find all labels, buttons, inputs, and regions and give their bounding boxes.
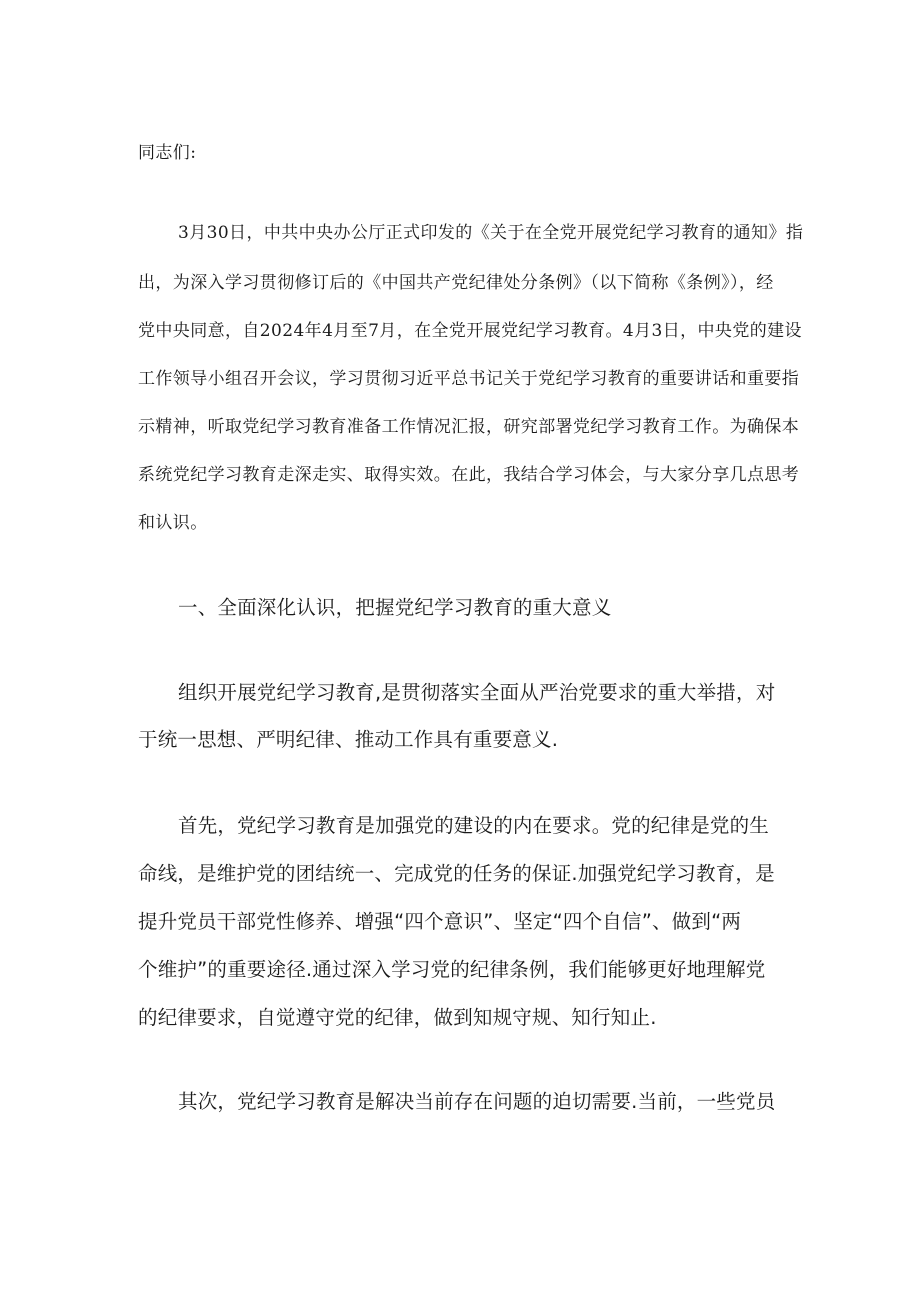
intro-line: 和认识。 [138,513,208,533]
intro-line: 系统党纪学习教育走深走实、取得实效。在此，我结合学习体会，与大家分享几点思考 [138,465,800,485]
intro-line: 党中央同意，自2024年4月至7月，在全党开展党纪学习教育。4月3日，中央党的建设 [138,321,802,341]
section-heading: 一、全面深化认识，把握党纪学习教育的重大意义 [178,596,612,619]
paragraph-line: 组织开展党纪学习教育,是贯彻落实全面从严治党要求的重大举措，对 [178,681,776,704]
intro-line: 示精神，听取党纪学习教育准备工作情况汇报，研究部署党纪学习教育工作。为确保本 [138,417,800,437]
paragraph-line: 首先，党纪学习教育是加强党的建设的内在要求。党的纪律是党的生 [178,814,770,837]
intro-line: 出，为深入学习贯彻修订后的《中国共产党纪律处分条例》（以下简称《条例》），经 [138,273,774,293]
paragraph-line: 于统一思想、严明纪律、推动工作具有重要意义. [138,728,559,751]
paragraph-line: 个维护”的重要途径.通过深入学习党的纪律条例，我们能够更好地理解党 [138,958,766,981]
intro-line: 3月30日，中共中央办公厅正式印发的《关于在全党开展党纪学习教育的通知》指 [178,223,804,243]
paragraph-line: 其次，党纪学习教育是解决当前存在问题的迫切需要.当前，一些党员 [178,1090,776,1113]
paragraph-line: 命线，是维护党的团结统一、完成党的任务的保证.加强党纪学习教育，是 [138,862,775,885]
paragraph-line: 的纪律要求，自觉遵守党的纪律，做到知规守规、知行知止. [138,1006,657,1029]
salutation: 同志们: [138,143,197,163]
paragraph-line: 提升党员干部党性修养、增强“四个意识”、坚定“四个自信”、做到“两 [138,910,742,933]
intro-line: 工作领导小组召开会议，学习贯彻习近平总书记关于党纪学习教育的重要讲话和重要指 [138,369,800,389]
